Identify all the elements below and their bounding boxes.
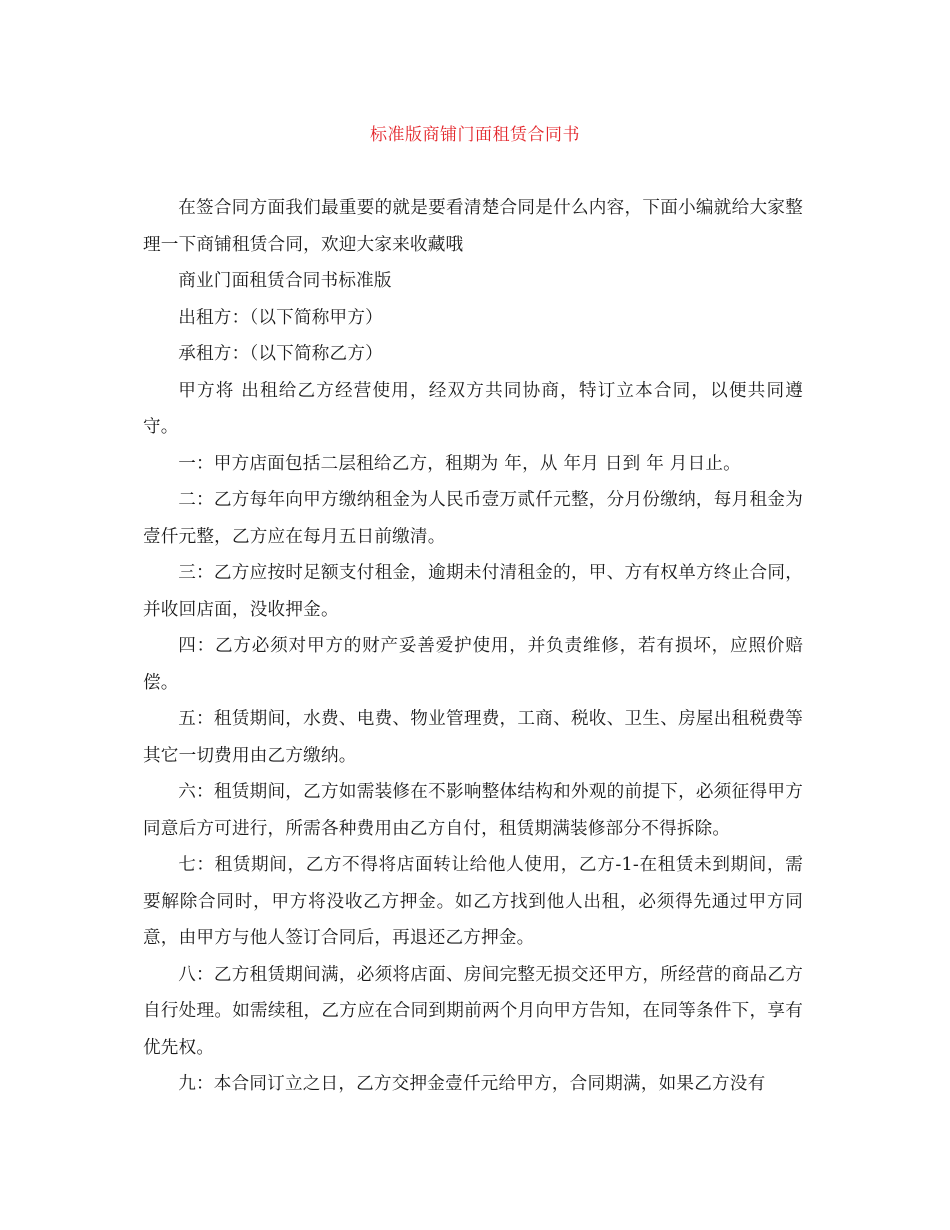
clause-6: 六：租赁期间，乙方如需装修在不影响整体结构和外观的前提下，必须征得甲方同意后方可进行，所需各种费用由乙方自付，租赁期满装修部分不得拆除。	[143, 782, 803, 839]
clause-8: 八：乙方租赁期间满，必须将店面、房间完整无损交还甲方，所经营的商品乙方自行处理。如需续租，乙方应在合同到期前两个月向甲方告知，在同等条件下，享有优先权。	[143, 964, 803, 1058]
paragraph-subtitle: 商业门面租赁合同书标准版	[178, 271, 392, 291]
document-body	[143, 190, 803, 1103]
clause-5: 五：租赁期间，水费、电费、物业管理费，工商、税收、卫生、房屋出租税费等其它一切费用由乙方缴纳。	[143, 709, 803, 766]
clause-1: 一：甲方店面包括二层租给乙方，租期为 年，从 年月 日到 年 月日止。	[178, 453, 741, 474]
clause-7: 七：租赁期间，乙方不得将店面转让给他人使用，乙方-1-在租赁未到期间，需要解除合同时，甲方将没收乙方押金。如乙方找到他人出租，必须得先通过甲方同意，由甲方与他人签订合同后，再退还乙方押金。	[143, 855, 803, 948]
paragraph-lessee: 承租方：（以下简称乙方）	[178, 344, 383, 364]
clause-2: 二：乙方每年向甲方缴纳租金为人民币壹万贰仟元整，分月份缴纳，每月租金为壹仟元整，乙方应在每月五日前缴清。	[143, 490, 803, 547]
clause-3: 三：乙方应按时足额支付租金，逾期未付清租金的，甲、方有权单方终止合同，并收回店面，没收押金。	[143, 563, 803, 620]
clause-4: 四：乙方必须对甲方的财产妥善爱护使用，并负责维修，若有损坏，应照价赔偿。	[143, 636, 803, 693]
paragraph-intro: 在签合同方面我们最重要的就是要看清楚合同是什么内容，下面小编就给大家整理一下商铺租赁合同，欢迎大家来收藏哦	[143, 198, 803, 255]
paragraph-preamble: 甲方将 出租给乙方经营使用，经双方共同协商，特订立本合同，以便共同遵守。	[143, 380, 803, 437]
document-title: 标准版商铺门面租赁合同书	[370, 125, 580, 145]
paragraph-lessor: 出租方：（以下简称甲方）	[178, 307, 383, 328]
clause-9: 九：本合同订立之日，乙方交押金壹仟元给甲方，合同期满，如果乙方没有	[178, 1074, 766, 1094]
